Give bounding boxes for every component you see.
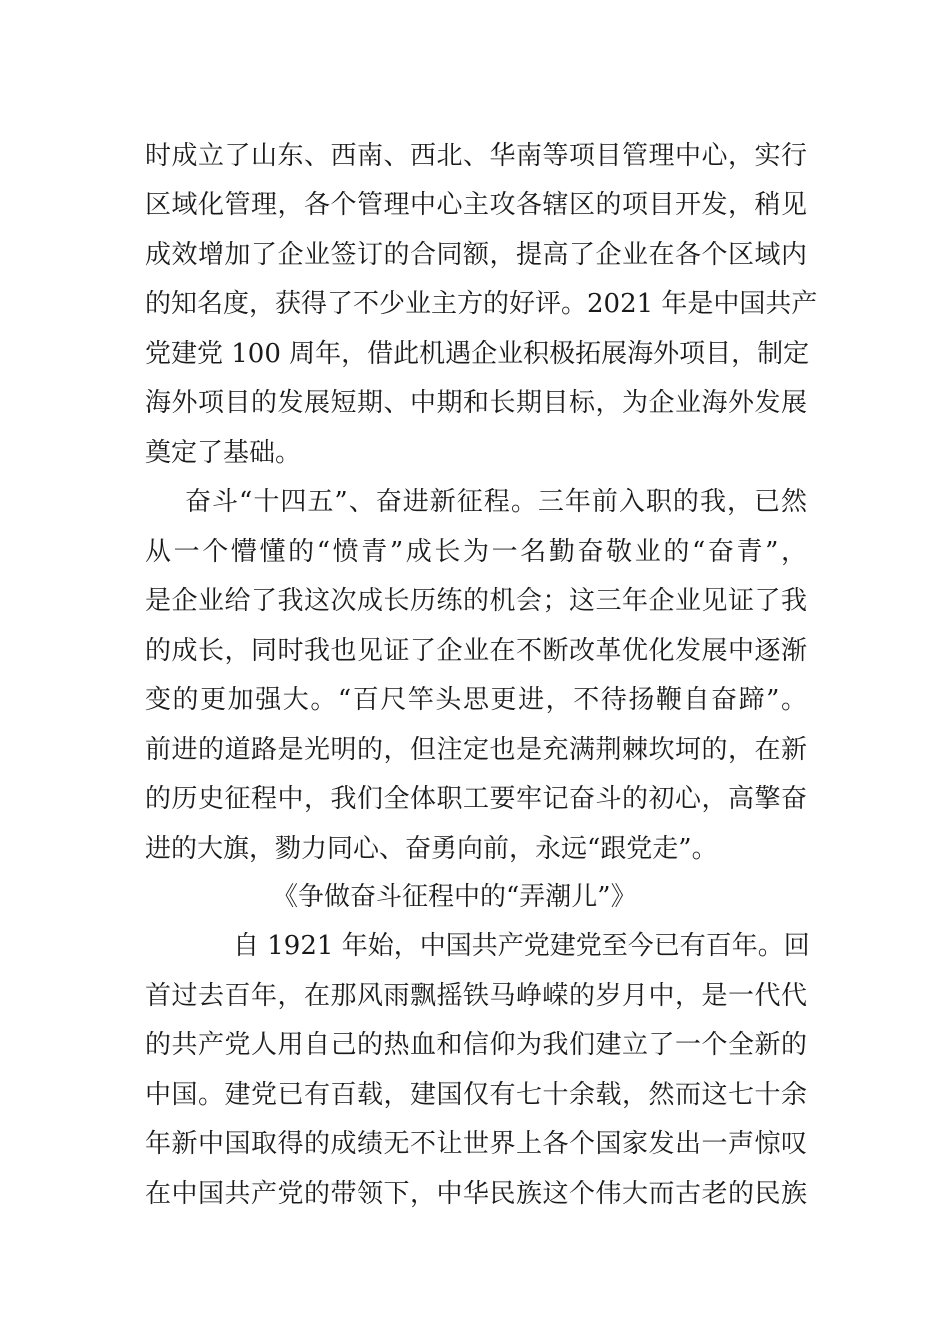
paragraph-3-line-6: 在中国共产党的带领下，中华民族这个伟大而古老的民族 [145,1179,807,1209]
section-title: 《争做奋斗征程中的“弄潮儿”》 [272,882,637,912]
paragraph-1-line-4: 的知名度，获得了不少业主方的好评。2021 年是中国共产 [145,289,818,319]
paragraph-3-line-2: 首过去百年，在那风雨飘摇铁马峥嵘的岁月中，是一代代 [145,981,807,1011]
paragraph-1-line-2: 区域化管理，各个管理中心主攻各辖区的项目开发，稍见 [145,190,807,220]
paragraph-3-line-5: 年新中国取得的成绩无不让世界上各个国家发出一声惊叹 [145,1129,807,1159]
paragraph-1-line-6: 海外项目的发展短期、中期和长期目标，为企业海外发展 [145,388,807,418]
paragraph-2-line-8: 进的大旗，勠力同心、奋勇向前，永远“跟党走”。 [145,834,718,864]
paragraph-2-line-3: 是企业给了我这次成长历练的机会；这三年企业见证了我 [145,586,807,616]
paragraph-2-line-7: 的历史征程中，我们全体职工要牢记奋斗的初心，高擎奋 [145,784,807,814]
paragraph-1-line-1: 时成立了山东、西南、西北、华南等项目管理中心，实行 [145,141,807,171]
paragraph-1-line-3: 成效增加了企业签订的合同额，提高了企业在各个区域内 [145,240,807,270]
paragraph-2-line-4: 的成长，同时我也见证了企业在不断改革优化发展中逐渐 [145,636,807,666]
paragraph-1-line-5: 党建党 100 周年，借此机遇企业积极拓展海外项目，制定 [145,339,810,369]
paragraph-3-line-4: 中国。建党已有百载，建国仅有七十余载，然而这七十余 [145,1080,807,1110]
paragraph-2-line-5: 变的更加强大。“百尺竿头思更进，不待扬鞭自奋蹄”。 [145,685,807,715]
paragraph-2-line-2: 从一个懵懂的“愤青”成长为一名勤奋敬业的“奋青”， [145,537,807,567]
paragraph-3-line-1: 自 1921 年始，中国共产党建党至今已有百年。回 [233,931,810,961]
paragraph-2-line-1: 奋斗“十四五”、奋进新征程。三年前入职的我，已然 [185,487,807,517]
paragraph-3-line-3: 的共产党人用自己的热血和信仰为我们建立了一个全新的 [145,1030,807,1060]
paragraph-1-line-7: 奠定了基础。 [145,438,302,468]
paragraph-2-line-6: 前进的道路是光明的，但注定也是充满荆棘坎坷的，在新 [145,735,807,765]
